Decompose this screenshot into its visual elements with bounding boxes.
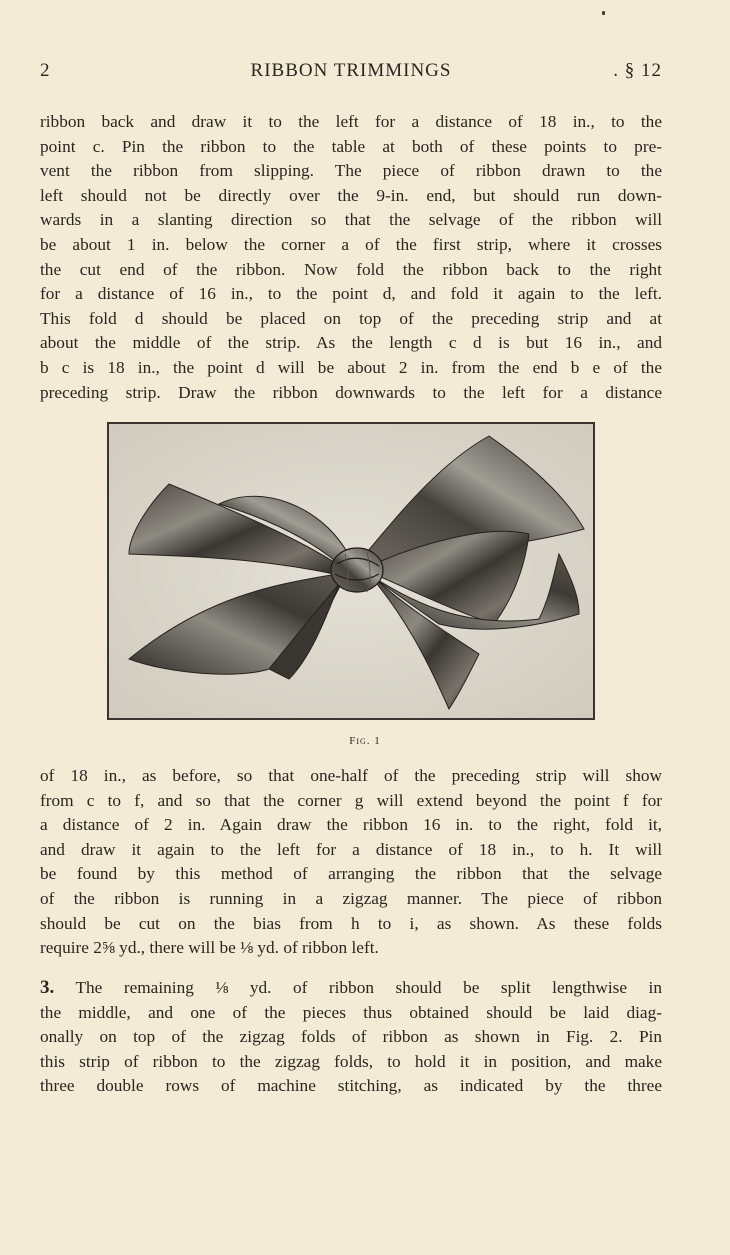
text-line: three double rows of machine stitching, as indicated by the three <box>40 1076 662 1096</box>
text-line: vent the ribbon from slipping. The piece of ribbon drawn to the <box>40 161 662 181</box>
text-line: and draw it again to the left for a distance of 18 in., to h. It will <box>40 839 662 859</box>
paragraph-1 <box>40 110 662 405</box>
text-line: require 2⅝ yd., there will be ⅛ yd. of ribbon left. <box>40 938 379 958</box>
figure-ribbon-bow <box>107 422 595 720</box>
text-line: onally on top of the zigzag folds of ribbon as shown in Fig. 2. Pin <box>40 1027 662 1047</box>
text-line: the cut end of the ribbon. Now fold the ribbon back to the right <box>40 259 662 279</box>
text-line: about the middle of the strip. As the length c d is but 16 in., and <box>40 333 662 353</box>
text-line: preceding strip. Draw the ribbon downwards to the left for a distance <box>40 382 662 402</box>
text-line: left should not be directly over the 9-in. end, but should run down- <box>40 185 662 205</box>
text-line: a distance of 2 in. Again draw the ribbon 16 in. to the right, fold it, <box>40 815 662 835</box>
text-line: from c to f, and so that the corner g will extend beyond the point f for <box>40 790 662 810</box>
text-line: of the ribbon is running in a zigzag manner. The piece of ribbon <box>40 888 662 908</box>
paragraph-2 <box>40 764 662 961</box>
ink-speck <box>602 11 605 15</box>
text-line: should be cut on the bias from h to i, as shown. As these folds <box>40 913 662 933</box>
text-line: the middle, and one of the pieces thus obtained should be laid diag- <box>40 1002 662 1022</box>
text-line-rest: The remaining ⅛ yd. of ribbon should be split lengthwise in <box>54 978 662 997</box>
text-line: for a distance of 16 in., to the point d, and fold it again to the left. <box>40 284 662 304</box>
text-line: of 18 in., as before, so that one-half of the preceding strip will show <box>40 766 662 785</box>
text-line: wards in a slanting direction so that the selvage of the ribbon will <box>40 210 662 230</box>
ribbon-bow-icon <box>109 424 593 718</box>
paragraph-3 <box>40 976 662 1099</box>
text-line: ribbon back and draw it to the left for a distance of 18 in., to the <box>40 112 662 131</box>
figure-caption: Fig. 1 <box>349 735 381 747</box>
text-line: be found by this method of arranging the ribbon that the selvage <box>40 864 662 884</box>
section-number-bold: 3. <box>40 977 55 998</box>
text-line: This fold d should be placed on top of the preceding strip and at <box>40 308 662 328</box>
running-title: RIBBON TRIMMINGS <box>250 60 452 81</box>
page-number: 2 <box>40 60 51 81</box>
text-line: b c is 18 in., the point d will be about 2 in. from the end b e of the <box>40 357 662 377</box>
text-line: point c. Pin the ribbon to the table at both of these points to pre- <box>40 136 662 156</box>
text-line <box>40 976 662 1001</box>
text-line: be about 1 in. below the corner a of the first strip, where it crosses <box>40 234 662 254</box>
text-line: this strip of ribbon to the zigzag folds, to hold it in position, and make <box>40 1051 662 1071</box>
running-header <box>40 60 662 88</box>
section-number: . § 12 <box>613 60 662 81</box>
